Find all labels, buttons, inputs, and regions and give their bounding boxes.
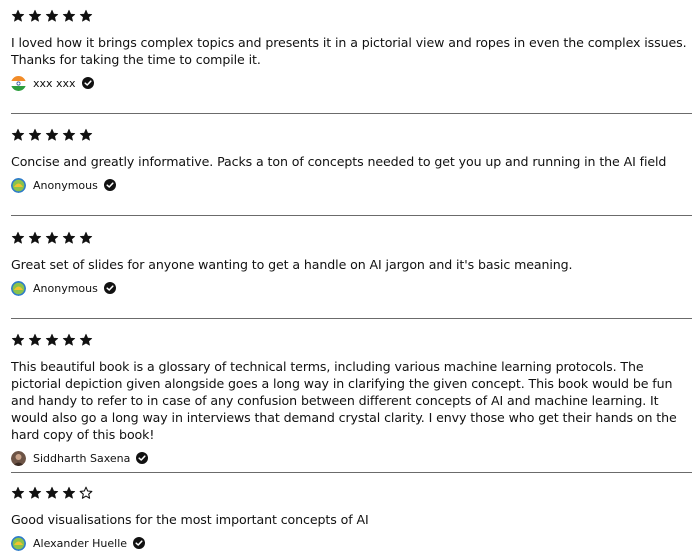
star-filled-icon: [28, 486, 42, 500]
verified-badge-icon: [136, 452, 148, 464]
india-flag-icon: [11, 76, 26, 91]
globe-avatar-icon: [11, 178, 26, 193]
review-text: Great set of slides for anyone wanting to get a handle on AI jargon and it's basic meaning.: [11, 257, 573, 272]
star-filled-icon: [79, 231, 93, 245]
verified-badge-icon: [104, 179, 116, 191]
star-filled-icon: [62, 231, 76, 245]
review-divider: [11, 215, 692, 216]
verified-badge-icon: [82, 77, 94, 89]
star-rating: [11, 486, 692, 500]
star-filled-icon: [11, 333, 25, 347]
review-author: [11, 176, 692, 194]
star-filled-icon: [45, 231, 59, 245]
author-name[interactable]: Anonymous: [33, 178, 98, 192]
star-filled-icon: [79, 9, 93, 23]
review-divider: [11, 318, 692, 319]
star-filled-icon: [45, 9, 59, 23]
review-text: This beautiful book is a glossary of technical terms, including various machine learning protocols. The pictorial depiction given alongside goes a long way in clarifying the given concept. This book would be fun and handy to refer to in case of any confusion between different concepts of AI and machine learning. It would also go a long way in interviews that demand crystal clarity. I envy those who get their hands on the hard copy of this book!: [11, 359, 677, 442]
review-divider: [11, 472, 692, 473]
star-filled-icon: [28, 128, 42, 142]
review-author: [11, 449, 692, 467]
star-filled-icon: [62, 486, 76, 500]
author-name[interactable]: xxx xxx: [33, 76, 76, 90]
star-filled-icon: [45, 486, 59, 500]
star-filled-icon: [11, 486, 25, 500]
star-filled-icon: [62, 128, 76, 142]
globe-avatar-icon: [11, 281, 26, 296]
author-name[interactable]: Alexander Huelle: [33, 536, 128, 550]
author-name[interactable]: Siddharth Saxena: [33, 451, 131, 465]
star-filled-icon: [62, 333, 76, 347]
star-filled-icon: [28, 333, 42, 347]
star-rating: [11, 128, 692, 142]
star-filled-icon: [45, 128, 59, 142]
review-author: [11, 279, 692, 297]
star-filled-icon: [79, 128, 93, 142]
review-item: [11, 128, 692, 194]
review-item: [11, 231, 692, 297]
review-item: [11, 486, 692, 552]
star-filled-icon: [11, 9, 25, 23]
review-divider: [11, 113, 692, 114]
review-item: [11, 9, 692, 92]
star-rating: [11, 231, 692, 245]
review-author: [11, 74, 692, 92]
review-author: [11, 534, 692, 552]
star-filled-icon: [11, 128, 25, 142]
review-text: Good visualisations for the most important concepts of AI: [11, 512, 369, 527]
author-name[interactable]: Anonymous: [33, 281, 98, 295]
photo-avatar-icon: [11, 451, 26, 466]
review-text: Concise and greatly informative. Packs a ton of concepts needed to get you up and running in the AI field: [11, 154, 667, 169]
star-filled-icon: [11, 231, 25, 245]
review-item: [11, 333, 692, 467]
star-empty-icon: [79, 486, 93, 500]
star-filled-icon: [28, 9, 42, 23]
star-filled-icon: [79, 333, 93, 347]
star-filled-icon: [28, 231, 42, 245]
verified-badge-icon: [104, 282, 116, 294]
star-rating: [11, 9, 692, 23]
star-filled-icon: [45, 333, 59, 347]
verified-badge-icon: [133, 537, 145, 549]
review-text: I loved how it brings complex topics and presents it in a pictorial view and ropes in even the complex issues. Thanks for taking the time to compile it.: [11, 35, 687, 67]
globe-avatar-icon: [11, 536, 26, 551]
star-filled-icon: [62, 9, 76, 23]
star-rating: [11, 333, 692, 347]
